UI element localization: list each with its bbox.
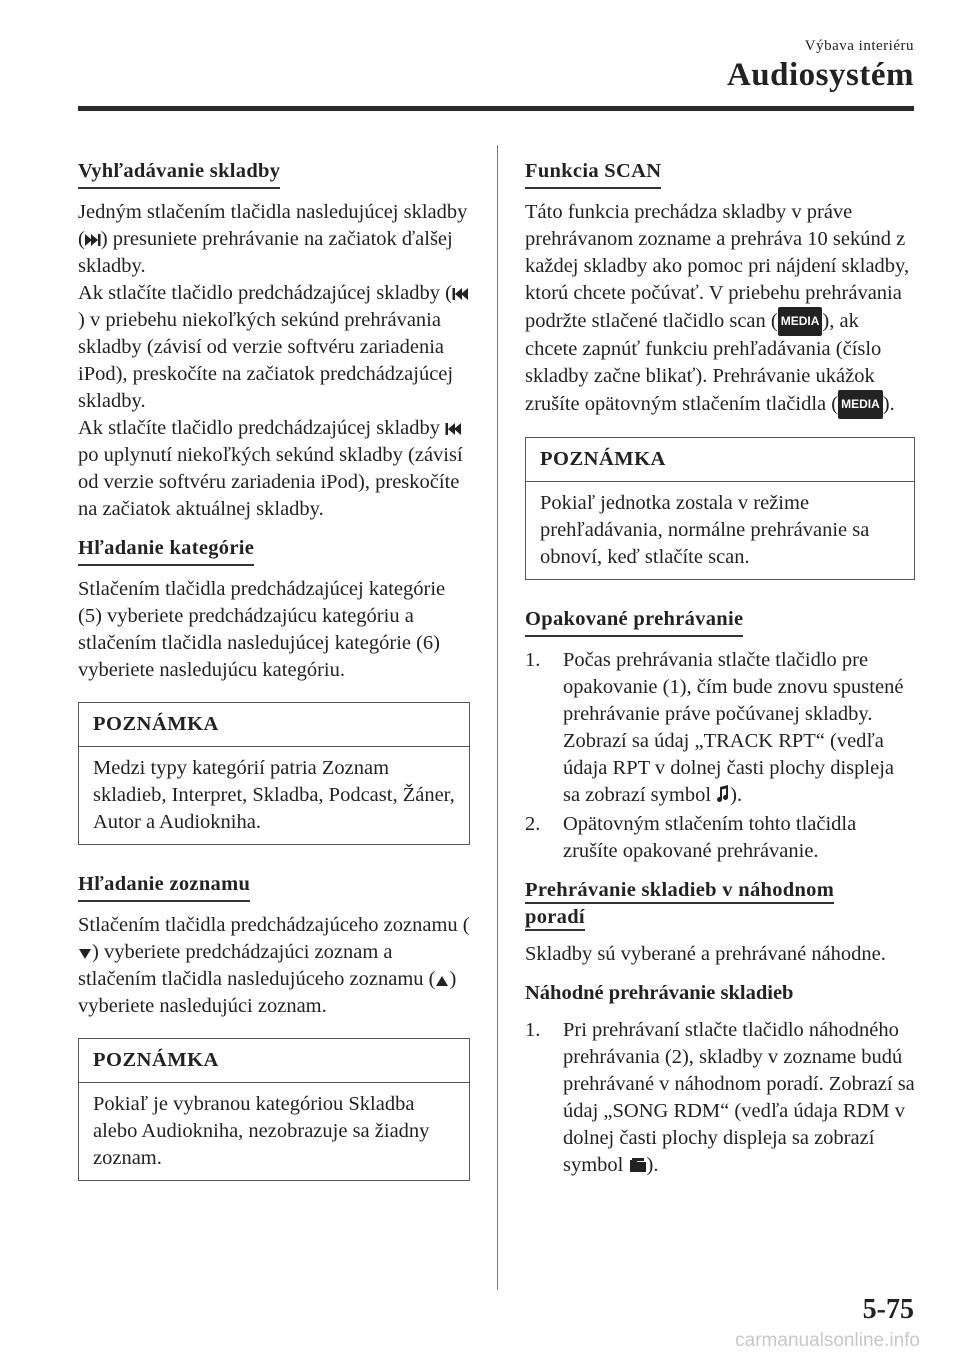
heading-random-playback: Prehrávanie skladieb v náhodnom poradí [525, 877, 834, 931]
list-item: 1. Pri prehrávaní stlačte tlačidlo náhodného prehrávania (2), skladby v zozname budú prehrávané v náhodnom poradí. Zobrazí sa údaj „SONG RDM“ (vedľa údaja RDM v dolnej časti plochy displeja sa zobrazí symbol ). [525, 1019, 915, 1176]
paragraph-next-track: Jedným stlačením tlačidla nasledujúcej skladby ( ) presuniete prehrávanie na začiatok ďalšej skladby. [78, 201, 468, 277]
chapter-title: Výbava interiéru [804, 38, 914, 54]
folder-icon [629, 1157, 647, 1173]
skip-forward-icon [85, 233, 101, 247]
right-column [525, 158, 915, 1191]
note-body: Medzi typy kategórií patria Zoznam skladieb, Interpret, Skladba, Podcast, Žáner, Autor a Audiokniha. [93, 757, 455, 833]
note-box-categories [78, 702, 470, 845]
heading-track-search: Vyhľadávanie skladby [78, 158, 280, 189]
page-number: 5-75 [862, 1294, 914, 1325]
page-header [727, 38, 914, 94]
paragraph-random: Skladby sú vyberané a prehrávané náhodne. [525, 943, 886, 965]
list-item: 2. Opätovným stlačením tohto tlačidla zrušíte opakované prehrávanie. [525, 813, 857, 862]
note-box-scan [525, 437, 915, 580]
heading-category-search: Hľadanie kategórie [78, 535, 254, 566]
skip-back-icon [445, 422, 461, 436]
note-body: Pokiaľ je vybranou kategóriou Skladba alebo Audiokniha, nezobrazuje sa žiadny zoznam. [93, 1093, 430, 1169]
section-title: Audiosystém [726, 57, 914, 93]
paragraph-restart-track: Ak stlačíte tlačidlo predchádzajúcej skladby po uplynutí niekoľkých sekúnd skladby (závisí od verzie softvéru zariadenia iPod), preskočíte na začiatok aktuálnej skladby. [78, 417, 463, 520]
subheading-random-tracks: Náhodné prehrávanie skladieb [525, 982, 794, 1004]
random-steps-list [525, 1017, 915, 1179]
heading-scan-function: Funkcia SCAN [525, 158, 661, 189]
note-title: POZNÁMKA [526, 438, 914, 482]
header-rule [78, 106, 914, 111]
triangle-down-icon [78, 948, 92, 960]
list-item: 1. Počas prehrávania stlačte tlačidlo pre opakovanie (1), čím bude znovu spustené prehrávanie práve počúvanej skladby. Zobrazí sa údaj „TRACK RPT“ (vedľa údaja RPT v dolnej časti plochy displeja sa zobrazí symbol ). [525, 649, 904, 806]
paragraph-category: Stlačením tlačidla predchádzajúcej kategórie (5) vyberiete predchádzajúcu kategóriu a stlačením tlačidla nasledujúcej kategórie (6) vyberiete nasledujúcu kategóriu. [78, 578, 446, 681]
media-button-icon: MEDIA [838, 390, 883, 419]
paragraph-list: Stlačením tlačidla predchádzajúceho zoznamu () vyberiete predchádzajúci zoznam a stlačením tlačidla nasledujúceho zoznamu ( ) vyberiete nasledujúci zoznam. [78, 914, 470, 1017]
heading-repeat-playback: Opakované prehrávanie [525, 606, 743, 637]
music-note-icon [716, 785, 730, 803]
repeat-steps-list [525, 647, 915, 865]
watermark: carmanualsonline.info [735, 1330, 920, 1351]
paragraph-previous-track: Ak stlačíte tlačidlo predchádzajúcej skladby () v priebehu niekoľkých sekúnd prehrávania skladby (závisí od verzie softvéru zariadenia iPod), preskočíte na začiatok predchádzajúcej skladby. [78, 280, 470, 415]
skip-back-icon [452, 287, 468, 301]
heading-list-search: Hľadanie zoznamu [78, 871, 250, 902]
note-body: Pokiaľ jednotka zostala v režime prehľadávania, normálne prehrávanie sa obnoví, keď stlačíte scan. [540, 492, 870, 568]
column-divider [497, 145, 498, 1290]
media-button-icon: MEDIA [778, 307, 823, 336]
note-title: POZNÁMKA [79, 703, 469, 747]
left-column [78, 158, 470, 1207]
note-box-list [78, 1038, 470, 1181]
paragraph-scan: Táto funkcia prechádza skladby v práve prehrávanom zozname a prehráva 10 sekúnd z každej skladby ako pomoc pri nájdení skladby, ktorú chcete počúvať. V priebehu prehrávania podržte stlačené tlačidlo scan ( MEDIA ), ak chcete zapnúť funkciu prehľadávania (číslo skladby začne blikať). Prehrávanie ukážok zrušíte opätovným stlačením tlačidla ( MEDIA ). [525, 199, 915, 419]
triangle-up-icon [435, 975, 449, 987]
note-title: POZNÁMKA [79, 1039, 469, 1083]
